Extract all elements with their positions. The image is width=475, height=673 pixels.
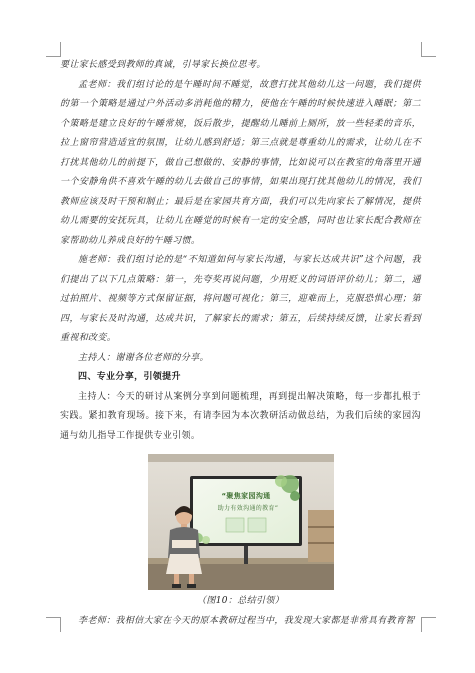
page-corner-mark-bottom-right	[421, 617, 436, 632]
document-body	[60, 56, 421, 631]
paragraph-meng-teacher: 孟老师：我们组讨论的是午睡时间不睡觉，故意打扰其他幼儿这一问题，我们提供的第一个策略是通过户外活动多消耗他的精力，使他在午睡的时候快速进入睡眠；第二个策略是建立良好的午睡常规，饭后散步，提醒幼儿睡前上厕所，放一些轻柔的音乐，拉上窗帘营造适宜的氛围，让幼儿感到舒适；第三点就是尊重幼儿的需求，让幼儿在不打扰其他幼儿的前提下，做自己想做的、安静的事情，比如说可以在教室的角落里开通一个安静角供不喜欢午睡的幼儿去做自己的事情，如果出现打扰其他幼儿的情况，我们教师应该及时干预和制止；最后是在家园共育方面，我们可以先向家长了解情况，提供幼儿需要的安抚玩具，让幼儿在睡觉的时候有一定的安全感，同时也让家长配合教师在家帮助幼儿养成良好的午睡习惯。	[60, 79, 421, 246]
paragraph-continuation: 要让家长感受到教师的真诚，引导家长换位思考。	[60, 60, 266, 70]
page-corner-mark-top-right	[421, 42, 436, 57]
figure-caption: （图10：总结引领）	[197, 596, 284, 606]
figure-photo	[148, 454, 334, 590]
paragraph-host-intro: 主持人：今天的研讨从案例分享到问题梳理，再到提出解决策略，每一步都扎根于实践。紧扣教育现场。接下来，有请李园为本次教研活动做总结，为我们后续的家园沟通与幼儿指导工作提供专业引领。	[60, 391, 421, 441]
paragraph-host-thanks: 主持人：谢谢各位老师的分享。	[78, 352, 209, 363]
page-corner-mark-bottom-left	[46, 617, 61, 632]
paragraph-li-teacher: 李老师：我相信大家在今天的原本教研过程当中，我发现大家都是非常具有教育智	[78, 615, 415, 626]
screen-title-line2: 助力有效沟通的教育”	[217, 505, 278, 512]
screen-title-line1: “聚焦家园沟通	[220, 492, 271, 500]
paragraph-shi-teacher: 施老师：我们组讨论的是“不知道如何与家长沟通，与家长达成共识”这个问题，我们提出了以下几点策略：第一，先夸奖再说问题，少用贬义的词语评价幼儿；第二，通过拍照片、视频等方式保留证据，将问题可视化；第三，迎难而上，克服恐惧心理；第四，与家长及时沟通，达成共识，了解家长的需求；第五，后续持续反馈，让家长看到重视和改变。	[60, 255, 421, 343]
section-heading-professional-sharing: 四、专业分享，引领提升	[78, 372, 181, 382]
page-corner-mark-top-left	[46, 42, 61, 57]
photo-teacher-presenting	[148, 454, 334, 590]
